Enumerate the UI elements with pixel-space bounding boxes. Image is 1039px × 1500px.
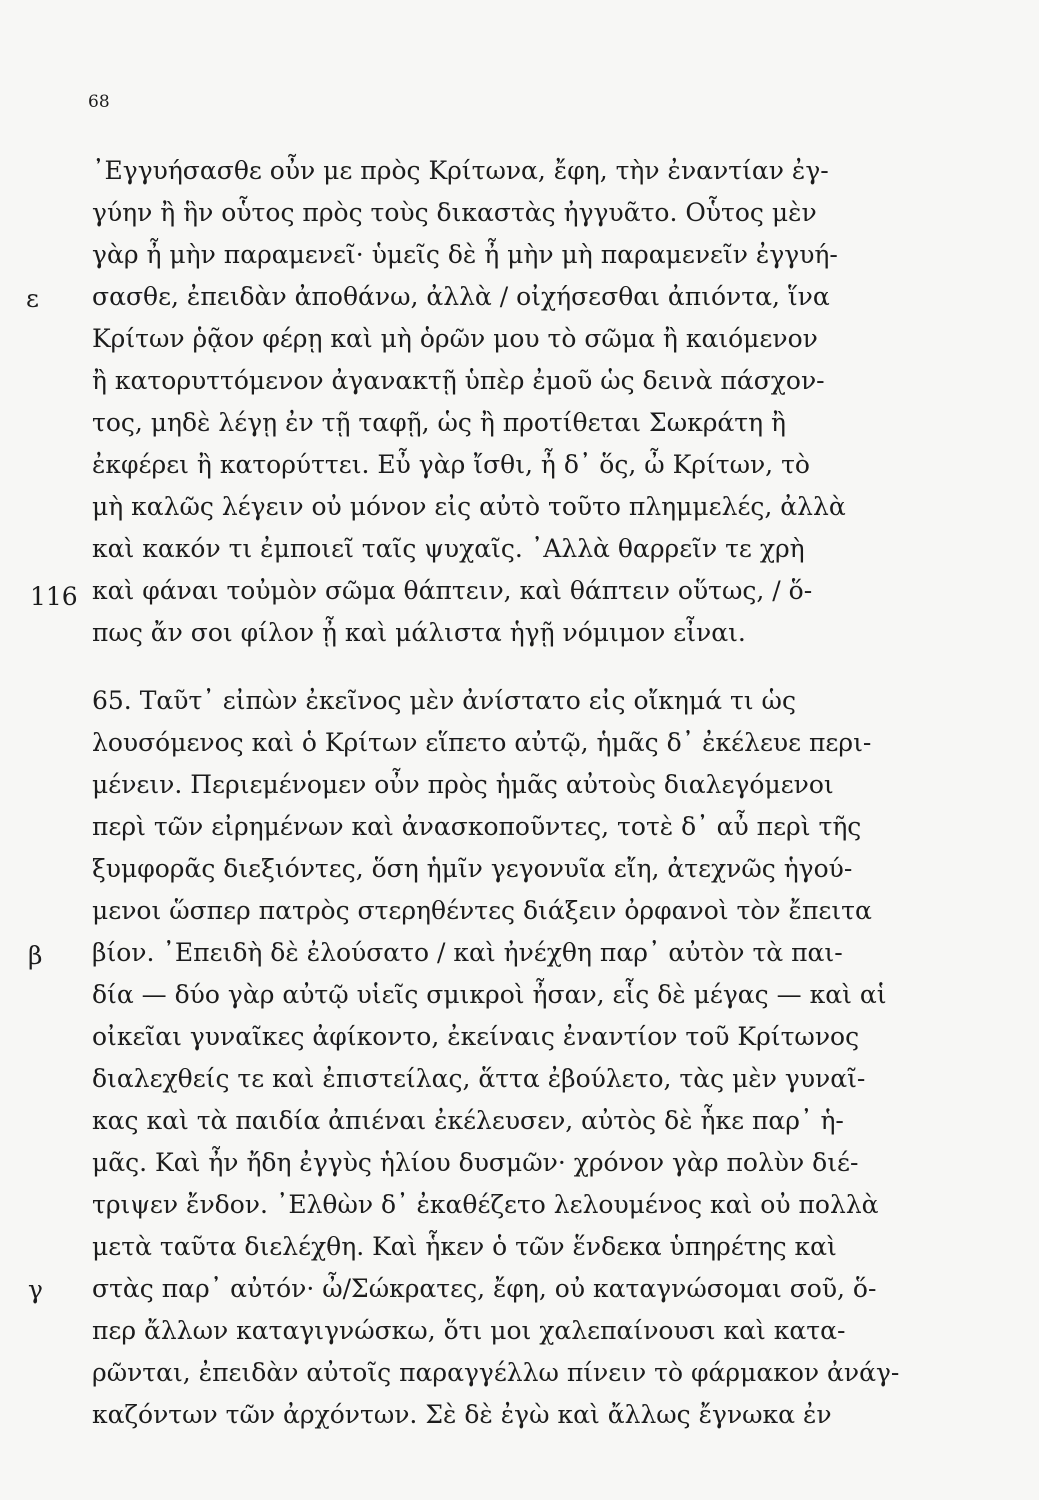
page-number: 68 [88, 92, 110, 112]
margin-mark-g: γ [28, 1275, 43, 1304]
text-line-1: ᾿Εγγυήσασθε οὖν με πρὸς Κρίτωνα, ἔφη, τὴν ἐναντίαν ἐγ- [92, 156, 829, 185]
margin-mark-b: β [28, 941, 43, 970]
text-line-27: στὰς παρ᾿ αὐτόν· ὦ/Σώκρατες, ἔφη, οὐ καταγνώσομαι σοῦ, ὅ- [92, 1274, 877, 1303]
text-line-3: γὰρ ἦ μὴν παραμενεῖ· ὑμεῖς δὲ ἦ μὴν μὴ παραμενεῖν ἐγγυή- [92, 240, 838, 269]
text-line-8: ἐκφέρει ἢ κατορύττει. Εὖ γὰρ ἴσθι, ἦ δ᾿ ὅς, ὦ Κρίτων, τὸ [92, 450, 810, 479]
text-line-30: καζόντων τῶν ἀρχόντων. Σὲ δὲ ἐγὼ καὶ ἄλλως ἔγνωκα ἐν [92, 1400, 832, 1429]
text-line-10: καὶ κακόν τι ἐμποιεῖ ταῖς ψυχαῖς. ᾿Αλλὰ θαρρεῖν τε χρὴ [92, 534, 805, 563]
text-line-26: μετὰ ταῦτα διελέχθη. Καὶ ἧκεν ὁ τῶν ἕνδεκα ὑπηρέτης καὶ [92, 1232, 837, 1261]
margin-mark-e: ε [26, 284, 39, 313]
text-line-22: διαλεχθείς τε καὶ ἐπιστείλας, ἅττα ἐβούλετο, τὰς μὲν γυναῖ- [92, 1064, 866, 1093]
text-line-9: μὴ καλῶς λέγειν οὐ μόνον εἰς αὐτὸ τοῦτο πλημμελές, ἀλλὰ [92, 492, 846, 521]
margin-mark-116: 116 [30, 582, 78, 611]
text-line-5: Κρίτων ῥᾷον φέρῃ καὶ μὴ ὁρῶν μου τὸ σῶμα ἢ καιόμενον [92, 324, 818, 353]
text-line-15: μένειν. Περιεμένομεν οὖν πρὸς ἡμᾶς αὐτοὺς διαλεγόμενοι [92, 770, 834, 799]
text-line-6: ἢ κατορυττόμενον ἀγανακτῇ ὑπὲρ ἐμοῦ ὡς δεινὰ πάσχον- [92, 366, 825, 395]
text-line-16: περὶ τῶν εἰρημένων καὶ ἀνασκοποῦντες, τοτὲ δ᾿ αὖ περὶ τῆς [92, 812, 862, 841]
text-line-19: βίον. ᾿Επειδὴ δὲ ἐλούσατο / καὶ ἠνέχθη παρ᾿ αὐτὸν τὰ παι- [92, 938, 843, 967]
text-line-25: τριψεν ἔνδον. ᾿Ελθὼν δ᾿ ἐκαθέζετο λελουμένος καὶ οὐ πολλὰ [92, 1190, 879, 1219]
text-line-17: ξυμφορᾶς διεξιόντες, ὅση ἡμῖν γεγονυῖα εἴη, ἀτεχνῶς ἡγού- [92, 854, 853, 883]
text-line-13: 65. Ταῦτ᾿ εἰπὼν ἐκεῖνος μὲν ἀνίστατο εἰς οἴκημά τι ὡς [92, 686, 796, 715]
text-line-20: δία — δύο γὰρ αὐτῷ υἱεῖς σμικροὶ ἦσαν, εἷς δὲ μέγας — καὶ αἱ [92, 980, 887, 1009]
text-line-12: πως ἄν σοι φίλον ᾖ καὶ μάλιστα ἡγῇ νόμιμον εἶναι. [92, 618, 746, 647]
text-line-2: γύην ἢ ἣν οὗτος πρὸς τοὺς δικαστὰς ἠγγυᾶτο. Οὗτος μὲν [92, 198, 817, 227]
text-line-18: μενοι ὥσπερ πατρὸς στερηθέντες διάξειν ὀρφανοὶ τὸν ἔπειτα [92, 896, 872, 925]
text-line-29: ρῶνται, ἐπειδὰν αὐτοῖς παραγγέλλω πίνειν τὸ φάρμακον ἀνάγ- [92, 1358, 900, 1387]
text-line-14: λουσόμενος καὶ ὁ Κρίτων εἵπετο αὐτῷ, ἡμᾶς δ᾿ ἐκέλευε περι- [92, 728, 872, 757]
text-line-24: μᾶς. Καὶ ἦν ἤδη ἐγγὺς ἡλίου δυσμῶν· χρόνον γὰρ πολὺν διέ- [92, 1148, 859, 1177]
text-line-11: καὶ φάναι τοὐμὸν σῶμα θάπτειν, καὶ θάπτειν οὕτως, / ὅ- [92, 576, 813, 605]
text-line-28: περ ἄλλων καταγιγνώσκω, ὅτι μοι χαλεπαίνουσι καὶ κατα- [92, 1316, 846, 1345]
text-line-23: κας καὶ τὰ παιδία ἀπιέναι ἐκέλευσεν, αὐτὸς δὲ ἧκε παρ᾿ ἡ- [92, 1106, 844, 1135]
text-line-21: οἰκεῖαι γυναῖκες ἀφίκοντο, ἐκείναις ἐναντίον τοῦ Κρίτωνος [92, 1022, 860, 1051]
text-line-4: σασθε, ἐπειδὰν ἀποθάνω, ἀλλὰ / οἰχήσεσθαι ἀπιόντα, ἵνα [92, 282, 830, 311]
text-line-7: τος, μηδὲ λέγῃ ἐν τῇ ταφῇ, ὡς ἢ προτίθεται Σωκράτη ἢ [92, 408, 787, 437]
